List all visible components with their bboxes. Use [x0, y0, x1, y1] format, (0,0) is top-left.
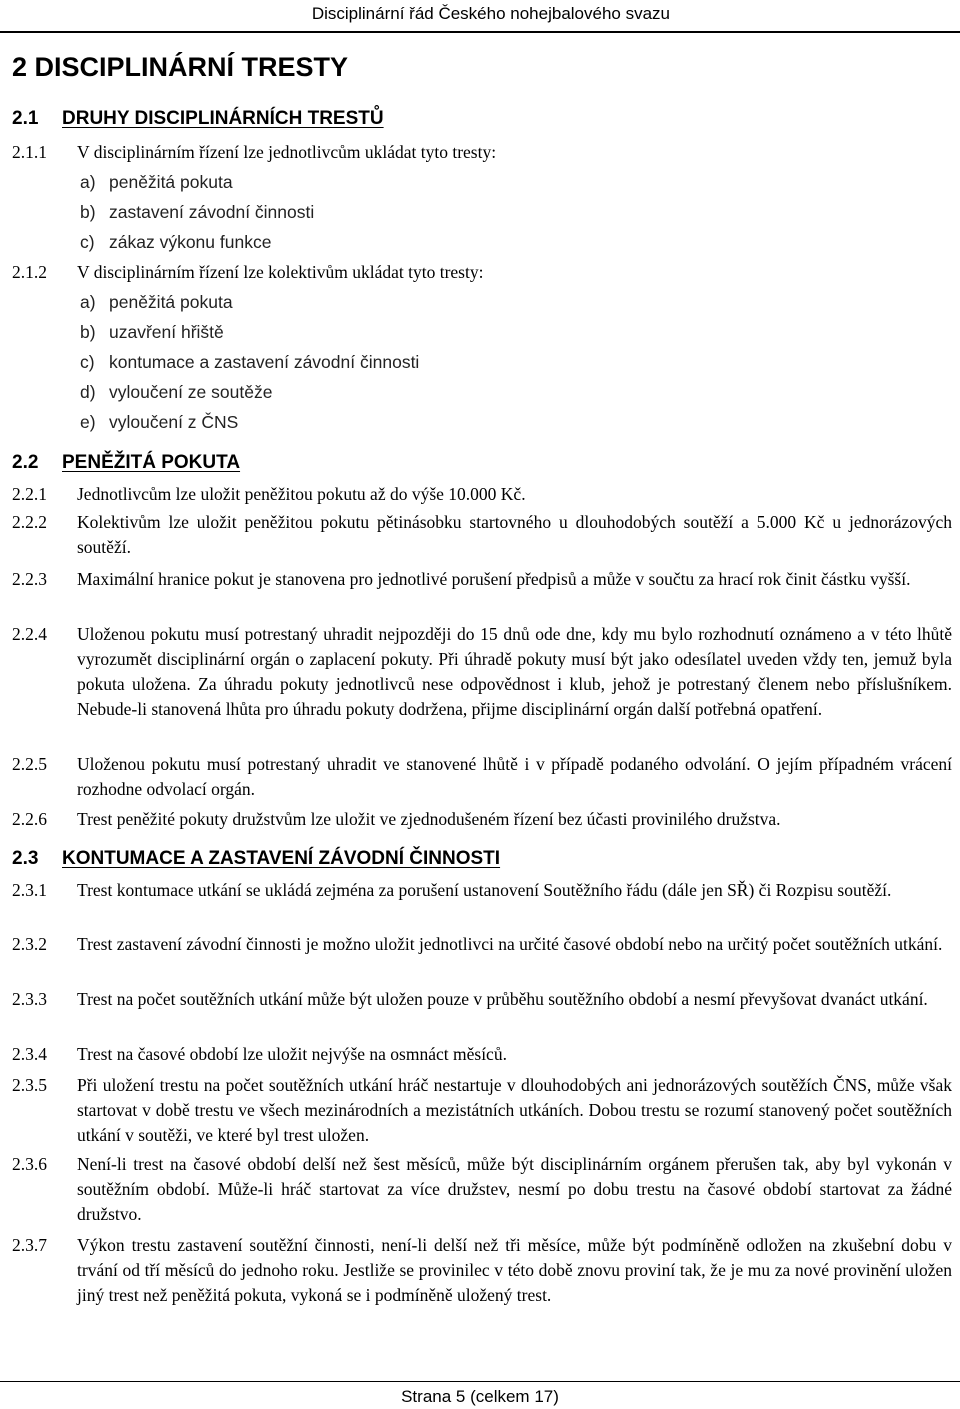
- paragraph-text: Jednotlivcům lze uložit peněžitou pokutu až do výše 10.000 Kč.: [77, 484, 526, 504]
- paragraph-2-2-2: [12, 510, 952, 560]
- section-title: DRUHY DISCIPLINÁRNÍCH TRESTŮ: [62, 108, 384, 129]
- paragraph-text: V disciplinárním řízení lze kolektivům ukládat tyto tresty:: [77, 262, 484, 282]
- chapter-title: 2 DISCIPLINÁRNÍ TRESTY: [12, 52, 349, 82]
- paragraph-number: 2.2.6: [12, 809, 47, 829]
- paragraph-text: Není-li trest na časové období delší než šest měsíců, může být disciplinárním orgánem přerušen tak, aby byl vykonán v soutěžním období. Může-li hráč startovat za více družstev, nesmí po dobu trestu na časové období startovat za žádné družstvo.: [77, 1154, 952, 1224]
- paragraph-number: 2.2.2: [12, 512, 47, 532]
- list-item: b) zastavení závodní činnosti: [80, 202, 315, 222]
- paragraph-2-2-3: [12, 567, 952, 592]
- paragraph-2-1-1: [12, 140, 952, 165]
- section-heading-2-2: [12, 452, 240, 474]
- paragraph-number: 2.2.1: [12, 484, 47, 504]
- paragraph-2-2-1: [12, 482, 952, 507]
- paragraph-number: 2.3.6: [12, 1154, 47, 1174]
- paragraph-2-3-5: [12, 1073, 952, 1148]
- list-item: c) zákaz výkonu funkce: [80, 232, 272, 252]
- paragraph-2-2-4: [12, 622, 952, 722]
- paragraph-2-2-5: [12, 752, 952, 802]
- section-number: 2.3: [12, 848, 39, 869]
- paragraph-2-3-6: [12, 1152, 952, 1227]
- paragraph-text: V disciplinárním řízení lze jednotlivcům ukládat tyto tresty:: [77, 142, 497, 162]
- paragraph-number: 2.1.1: [12, 142, 47, 162]
- paragraph-2-3-7: [12, 1233, 952, 1308]
- paragraph-2-3-2: [12, 932, 952, 957]
- paragraph-text: Uloženou pokutu musí potrestaný uhradit ve stanovené lhůtě i v případě podaného odvolání. O jejím případném vrácení rozhodne odvolací orgán.: [77, 754, 952, 799]
- section-heading-2-3: [12, 848, 500, 870]
- paragraph-text: Výkon trestu zastavení soutěžní činnosti, není-li delší než tři měsíce, může být podmíněně odložen na zkušební dobu v trvání od tří měsíců do jednoho roku. Jestliže se provinilec v této době znovu proviní tak, že je mu za nové provinění uložen jiný trest než peněžitá pokuta, vykoná se i podmíněně uložený trest.: [77, 1235, 952, 1305]
- paragraph-2-2-6: [12, 807, 952, 832]
- paragraph-number: 2.3.5: [12, 1075, 47, 1095]
- punishment-list-collectives: [80, 287, 419, 437]
- list-item: b) uzavření hřiště: [80, 322, 224, 342]
- list-item: e) vyloučení z ČNS: [80, 412, 239, 432]
- header-rule: [0, 31, 960, 33]
- paragraph-text: Trest peněžité pokuty družstvům lze uložit ve zjednodušeném řízení bez účasti provinilého družstva.: [77, 809, 781, 829]
- paragraph-number: 2.3.3: [12, 989, 47, 1009]
- section-number: 2.1: [12, 108, 39, 129]
- paragraph-text: Kolektivům lze uložit peněžitou pokutu pětinásobku startovného u dlouhodobých soutěží a 5.000 Kč u jednorázových soutěží.: [77, 512, 952, 557]
- paragraph-text: Při uložení trestu na počet soutěžních utkání hráč nestartuje v dlouhodobých ani jednorázových soutěžích ČNS, může však startovat v době trestu ve všech mezinárodních a mezistátních utkáních. Dobou trestu se rozumí stanovený počet soutěžních utkání v soutěži, ve které byl trest uložen.: [77, 1075, 952, 1145]
- paragraph-2-3-3: [12, 987, 952, 1012]
- paragraph-number: 2.3.7: [12, 1235, 47, 1255]
- paragraph-text: Uloženou pokutu musí potrestaný uhradit nejpozději do 15 dnů ode dne, kdy mu bylo rozhodnutí oznámeno a v této lhůtě vyrozumět disciplinární orgán o zaplacení pokuty. Při úhradě pokuty musí být jako odesílatel uveden vždy ten, jemuž byla pokuta uložena. Za úhradu pokuty jednotlivců nese odpovědnost i klub, jehož je potrestaný členem nebo příslušníkem. Nebude-li stanovená lhůta pro úhradu pokuty dodržena, přijme disciplinární orgán další potřebná opatření.: [77, 624, 952, 719]
- paragraph-number: 2.3.1: [12, 880, 47, 900]
- paragraph-text: Trest kontumace utkání se ukládá zejména za porušení ustanovení Soutěžního řádu (dále jen SŘ) či Rozpisu soutěží.: [77, 880, 892, 900]
- punishment-list-individuals: [80, 167, 314, 257]
- paragraph-2-3-4: [12, 1042, 952, 1067]
- paragraph-2-3-1: [12, 878, 952, 903]
- paragraph-number: 2.2.4: [12, 624, 47, 644]
- paragraph-text: Trest zastavení závodní činnosti je možno uložit jednotlivci na určité časové období nebo na určitý počet soutěžních utkání.: [77, 934, 943, 954]
- footer-rule: [0, 1381, 960, 1382]
- section-number: 2.2: [12, 452, 39, 473]
- running-header: Disciplinární řád Českého nohejbalového svazu: [311, 4, 670, 23]
- section-title: KONTUMACE A ZASTAVENÍ ZÁVODNÍ ČINNOSTI: [62, 848, 501, 869]
- section-heading-2-1: [12, 108, 384, 130]
- paragraph-number: 2.1.2: [12, 262, 47, 282]
- paragraph-text: Trest na časové období lze uložit nejvýše na osmnáct měsíců.: [77, 1044, 507, 1064]
- paragraph-text: Maximální hranice pokut je stanovena pro jednotlivé porušení předpisů a může v součtu za hrací rok činit částku vyšší.: [77, 569, 911, 589]
- paragraph-number: 2.3.4: [12, 1044, 47, 1064]
- paragraph-2-1-2: [12, 260, 952, 285]
- paragraph-text: Trest na počet soutěžních utkání může být uložen pouze v průběhu soutěžního období a nesmí převyšovat dvanáct utkání.: [77, 989, 928, 1009]
- paragraph-number: 2.2.3: [12, 569, 47, 589]
- list-item: d) vyloučení ze soutěže: [80, 382, 273, 402]
- paragraph-number: 2.2.5: [12, 754, 47, 774]
- list-item: c) kontumace a zastavení závodní činnosti: [80, 352, 420, 372]
- page-number: Strana 5 (celkem 17): [401, 1387, 559, 1406]
- list-item: a) peněžitá pokuta: [80, 292, 233, 312]
- paragraph-number: 2.3.2: [12, 934, 47, 954]
- section-title: PENĚŽITÁ POKUTA: [62, 452, 241, 473]
- list-item: a) peněžitá pokuta: [80, 172, 233, 192]
